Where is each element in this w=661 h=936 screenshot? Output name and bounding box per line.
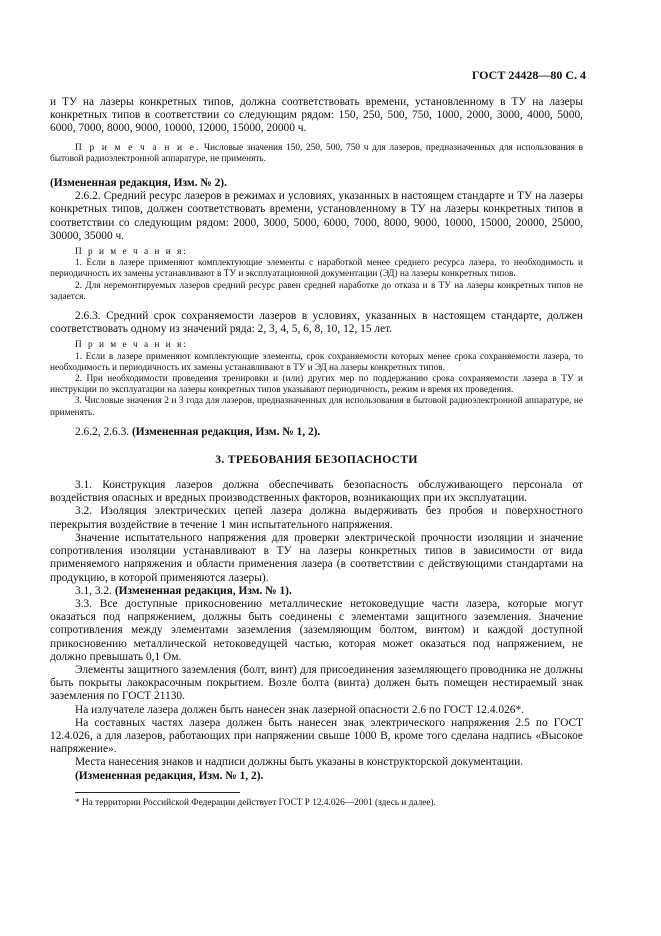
note-label: П р и м е ч а н и е. <box>75 142 201 153</box>
document-body <box>50 96 583 809</box>
note-2-6-3-2: 2. При необходимости проведения тренировки и (или) других мер по поддержанию срока сохраняемости лазера в ТУ и инструкции по эксплуатации на лазеры конкретных типов указывают периодичность, режим и время их проведения. <box>50 374 583 396</box>
paragraph-3-3: 3.3. Все доступные прикосновению металлические нетоковедущие части лазера, которые могут оказаться под напряжением, должны быть соединены с элементами защитного заземления. Значение сопротивления между элементами заземления (заземляющим болтом, винтом) и каждой доступной прикосновению металлической нетоковедущей частью, которая может оказаться под напряжением, не должно превышать 0,1 Ом. <box>50 597 583 663</box>
paragraph-3-3-c: На излучателе лазера должен быть нанесен знак лазерной опасности 2.6 по ГОСТ 12.4.026*. <box>75 703 525 716</box>
edition-note-2 <box>50 426 583 439</box>
note-2-6-3-1: 1. Если в лазере применяют комплектующие элементы, срок сохраняемости которых менее срока сохраняемости лазера, то необходимость и периодичность их замены устанавливают в ТУ и ЭД на лазеры конкретных типов. <box>50 351 583 373</box>
paragraph-3-2-b: Значение испытательного напряжения для проверки электрической прочности изоляции и значение сопротивления изоляции устанавливают в ТУ на лазеры конкретных типов в зависимости от вида применяемого напряжения и области применения лазера (в соответствии с действующими стандартами на продукцию, в которой применяются лазеры). <box>50 531 583 584</box>
edition-ref: 3.1, 3.2. <box>75 584 115 597</box>
section-title-3: 3. ТРЕБОВАНИЯ БЕЗОПАСНОСТИ <box>215 453 418 467</box>
page-header: ГОСТ 24428—80 С. 4 <box>471 68 586 82</box>
footnote: * На территории Российской Федерации действует ГОСТ Р 12.4.026—2001 (здесь и далее). <box>75 797 436 808</box>
note-2-6-2-2: 2. Для неремонтируемых лазеров средний ресурс равен средней наработке до отказа и в ТУ на лазеры конкретных типов не задается. <box>50 280 583 302</box>
edition-note-1: (Измененная редакция, Изм. № 2). <box>50 177 227 190</box>
note-1 <box>50 143 583 165</box>
notes-label-1: П р и м е ч а н и я: <box>75 247 188 258</box>
footnote-divider <box>75 792 240 793</box>
edition-note-3 <box>50 585 583 598</box>
edition-note-4: (Измененная редакция, Изм. № 1, 2). <box>75 769 264 782</box>
note-2-6-3-3: 3. Числовые значения 2 и 3 года для лазеров, предназначенных для использования в бытовой радиоэлектронной аппаратуре, не применять. <box>50 396 583 418</box>
note-2-6-2-1: 1. Если в лазере применяют комплектующие элементы с наработкой менее среднего ресурса лазера, то необходимость и периодичность их замены устанавливают в ТУ и эксплуатационной документации (ЭД) на лазеры конкретных типов. <box>50 258 583 280</box>
edition-ref: 2.6.2, 2.6.3. <box>75 425 132 438</box>
paragraph-3-2: 3.2. Изоляция электрических цепей лазера должна выдерживать без пробоя и поверхностного перекрытия воздействие в течение 1 мин испытательного напряжения. <box>50 505 583 531</box>
note-text: Числовые значения 150, 250, 500, 750 ч для лазеров, предназначенных для использования в бытовой радиоэлектронной аппаратуре, не применять. <box>50 142 583 164</box>
paragraph-2-6-2: 2.6.2. Средний ресурс лазеров в режимах и условиях, указанных в настоящем стандарте и ТУ на лазеры конкретных типов, должен соответствовать времени, установленному в ТУ на лазеры конкретных типов в соответствии со следующим рядом: 2000, 3000, 5000, 6000, 7000, 8000, 9000, 10000, 15000, 20000, 25000, 30000, 35000 ч. <box>50 190 583 242</box>
edition-text: (Измененная редакция, Изм. № 1, 2). <box>131 425 321 438</box>
paragraph-3-1: 3.1. Конструкция лазеров должна обеспечивать безопасность обслуживающего персонала от воздействия опасных и вредных производственных факторов, возникающих при их эксплуатации. <box>50 479 583 505</box>
edition-text: (Измененная редакция, Изм. № 1). <box>114 584 292 597</box>
paragraph-continuation: и ТУ на лазеры конкретных типов, должна соответствовать времени, установленному в ТУ на лазеры конкретных типов в соответствии со следующим рядом: 150, 250, 500, 750, 1000, 2000, 3000, 4000, 5000, 6000, 7000, 8000, 9000, 10000, 12000, 15000, 20000 ч. <box>50 96 583 135</box>
paragraph-3-3-e: Места нанесения знаков и надписи должны быть указаны в конструкторской документации. <box>75 756 524 769</box>
paragraph-2-6-3: 2.6.3. Средний срок сохраняемости лазеров в условиях, указанных в настоящем стандарте, должен соответствовать одному из значений ряда: 2, 3, 4, 5, 6, 8, 10, 12, 15 лет. <box>50 310 583 336</box>
notes-label-2: П р и м е ч а н и я: <box>75 340 188 351</box>
paragraph-3-3-b: Элементы защитного заземления (болт, винт) для присоединения заземляющего проводника не должны быть покрыты лакокрасочным покрытием. Возле болта (винта) должен быть помещен нестираемый знак заземления по ГОСТ 21130. <box>50 663 583 703</box>
paragraph-3-3-d: На составных частях лазера должен быть нанесен знак электрического напряжения 2.5 по ГОСТ 12.4.026, а для лазеров, работающих при напряжении свыше 1000 В, кроме того сделана надпись «Высокое напряжение». <box>50 716 583 756</box>
